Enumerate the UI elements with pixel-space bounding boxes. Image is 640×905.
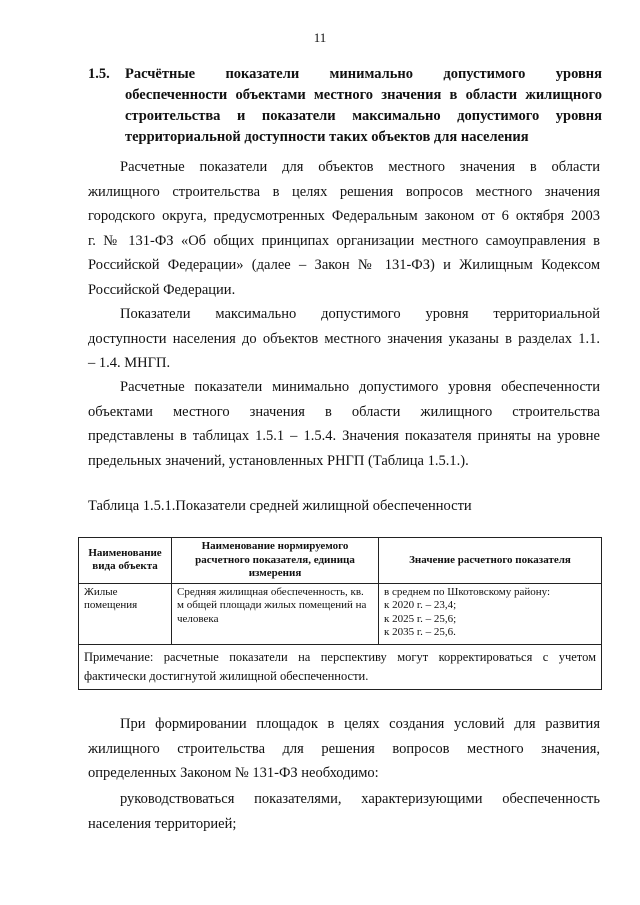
table-caption: Таблица 1.5.1.Показатели средней жилищной обеспеченности bbox=[88, 498, 472, 514]
paragraph-line: При формировании площадок в целях создания условий для развития bbox=[120, 716, 600, 732]
table-note: Примечание: расчетные показатели на перспективу могут корректироваться с учетом фактически достигнутой жилищной обеспеченности. bbox=[79, 644, 602, 689]
value-line: к 2020 г. – 23,4; bbox=[384, 599, 457, 611]
indicators-table bbox=[78, 537, 602, 690]
paragraph-tables bbox=[88, 375, 600, 473]
paragraph-line: Российской Федерации. bbox=[88, 281, 236, 298]
value-line: в среднем по Шкотовскому району: bbox=[384, 585, 551, 598]
section-heading bbox=[88, 64, 602, 148]
paragraph-line: г. № 131-ФЗ «Об общих принципах организации местного самоуправления в bbox=[88, 232, 600, 249]
section-number: 1.5. bbox=[88, 66, 110, 82]
paragraph-line: руководствоваться показателями, характеризующими обеспеченность bbox=[120, 791, 600, 807]
table-row bbox=[79, 583, 602, 644]
paragraph-line: Показатели максимально допустимого уровня территориальной bbox=[120, 306, 600, 322]
header-indicator-value: Значение расчетного показателя bbox=[379, 538, 602, 584]
paragraph-line: Расчетные показатели минимально допустимого уровня обеспеченности bbox=[120, 379, 600, 395]
paragraph-line: населения территорией; bbox=[88, 815, 237, 832]
header-object-type: Наименование вида объекта bbox=[79, 538, 172, 584]
paragraph-sites bbox=[88, 712, 600, 786]
paragraph-line: жилищного строительства в целях решения вопросов местного значения bbox=[88, 183, 600, 200]
paragraph-line: городского округа, предусмотренных Федеральным законом от 6 октября 2003 bbox=[88, 208, 600, 224]
cell-indicator-name: Средняя жилищная обеспеченность, кв. м общей площади жилых помещений на человека bbox=[172, 583, 379, 644]
header-indicator-name: Наименование нормируемого расчетного показателя, единица измерения bbox=[172, 538, 379, 584]
paragraph-intro bbox=[88, 155, 600, 302]
paragraph-line: представлены в таблицах 1.5.1 – 1.5.4. Значения показателя приняты на уровне bbox=[88, 428, 600, 444]
paragraph-line: доступности населения до объектов местного значения указаны в разделах 1.1. bbox=[88, 330, 600, 347]
cell-indicator-value bbox=[379, 583, 602, 644]
paragraph-line: объектами местного значения в области жилищного строительства bbox=[88, 403, 600, 420]
cell-object-type: Жилые помещения bbox=[79, 583, 172, 644]
paragraph-line: Расчетные показатели для объектов местного значения в области bbox=[120, 159, 600, 175]
heading-line: территориальной доступности таких объектов для населения bbox=[125, 129, 529, 145]
paragraph-line: – 1.4. МНГП. bbox=[88, 355, 171, 371]
value-line: к 2025 г. – 25,6; bbox=[384, 612, 457, 625]
paragraph-accessibility bbox=[88, 302, 600, 376]
paragraph-line: предельных значений, установленных РНГП (Таблица 1.5.1.). bbox=[88, 452, 469, 469]
heading-line: Расчётные показатели минимально допустимого уровня bbox=[125, 66, 602, 82]
paragraph-line: жилищного строительства для решения вопросов местного значения, bbox=[88, 740, 600, 757]
heading-line: обеспеченности объектами местного значения в области жилищного bbox=[125, 87, 602, 103]
paragraph-guidance bbox=[88, 787, 600, 836]
table-header-row bbox=[79, 538, 602, 584]
paragraph-line: Российской Федерации» (далее – Закон № 131-ФЗ) и Жилищным Кодексом bbox=[88, 257, 600, 273]
value-line: к 2035 г. – 25,6. bbox=[384, 626, 456, 638]
heading-line: строительства и показатели максимально допустимого уровня bbox=[125, 108, 602, 124]
table-note-row bbox=[79, 644, 602, 689]
page-number: 11 bbox=[313, 30, 327, 45]
paragraph-line: определенных Законом № 131-ФЗ необходимо: bbox=[88, 765, 379, 781]
